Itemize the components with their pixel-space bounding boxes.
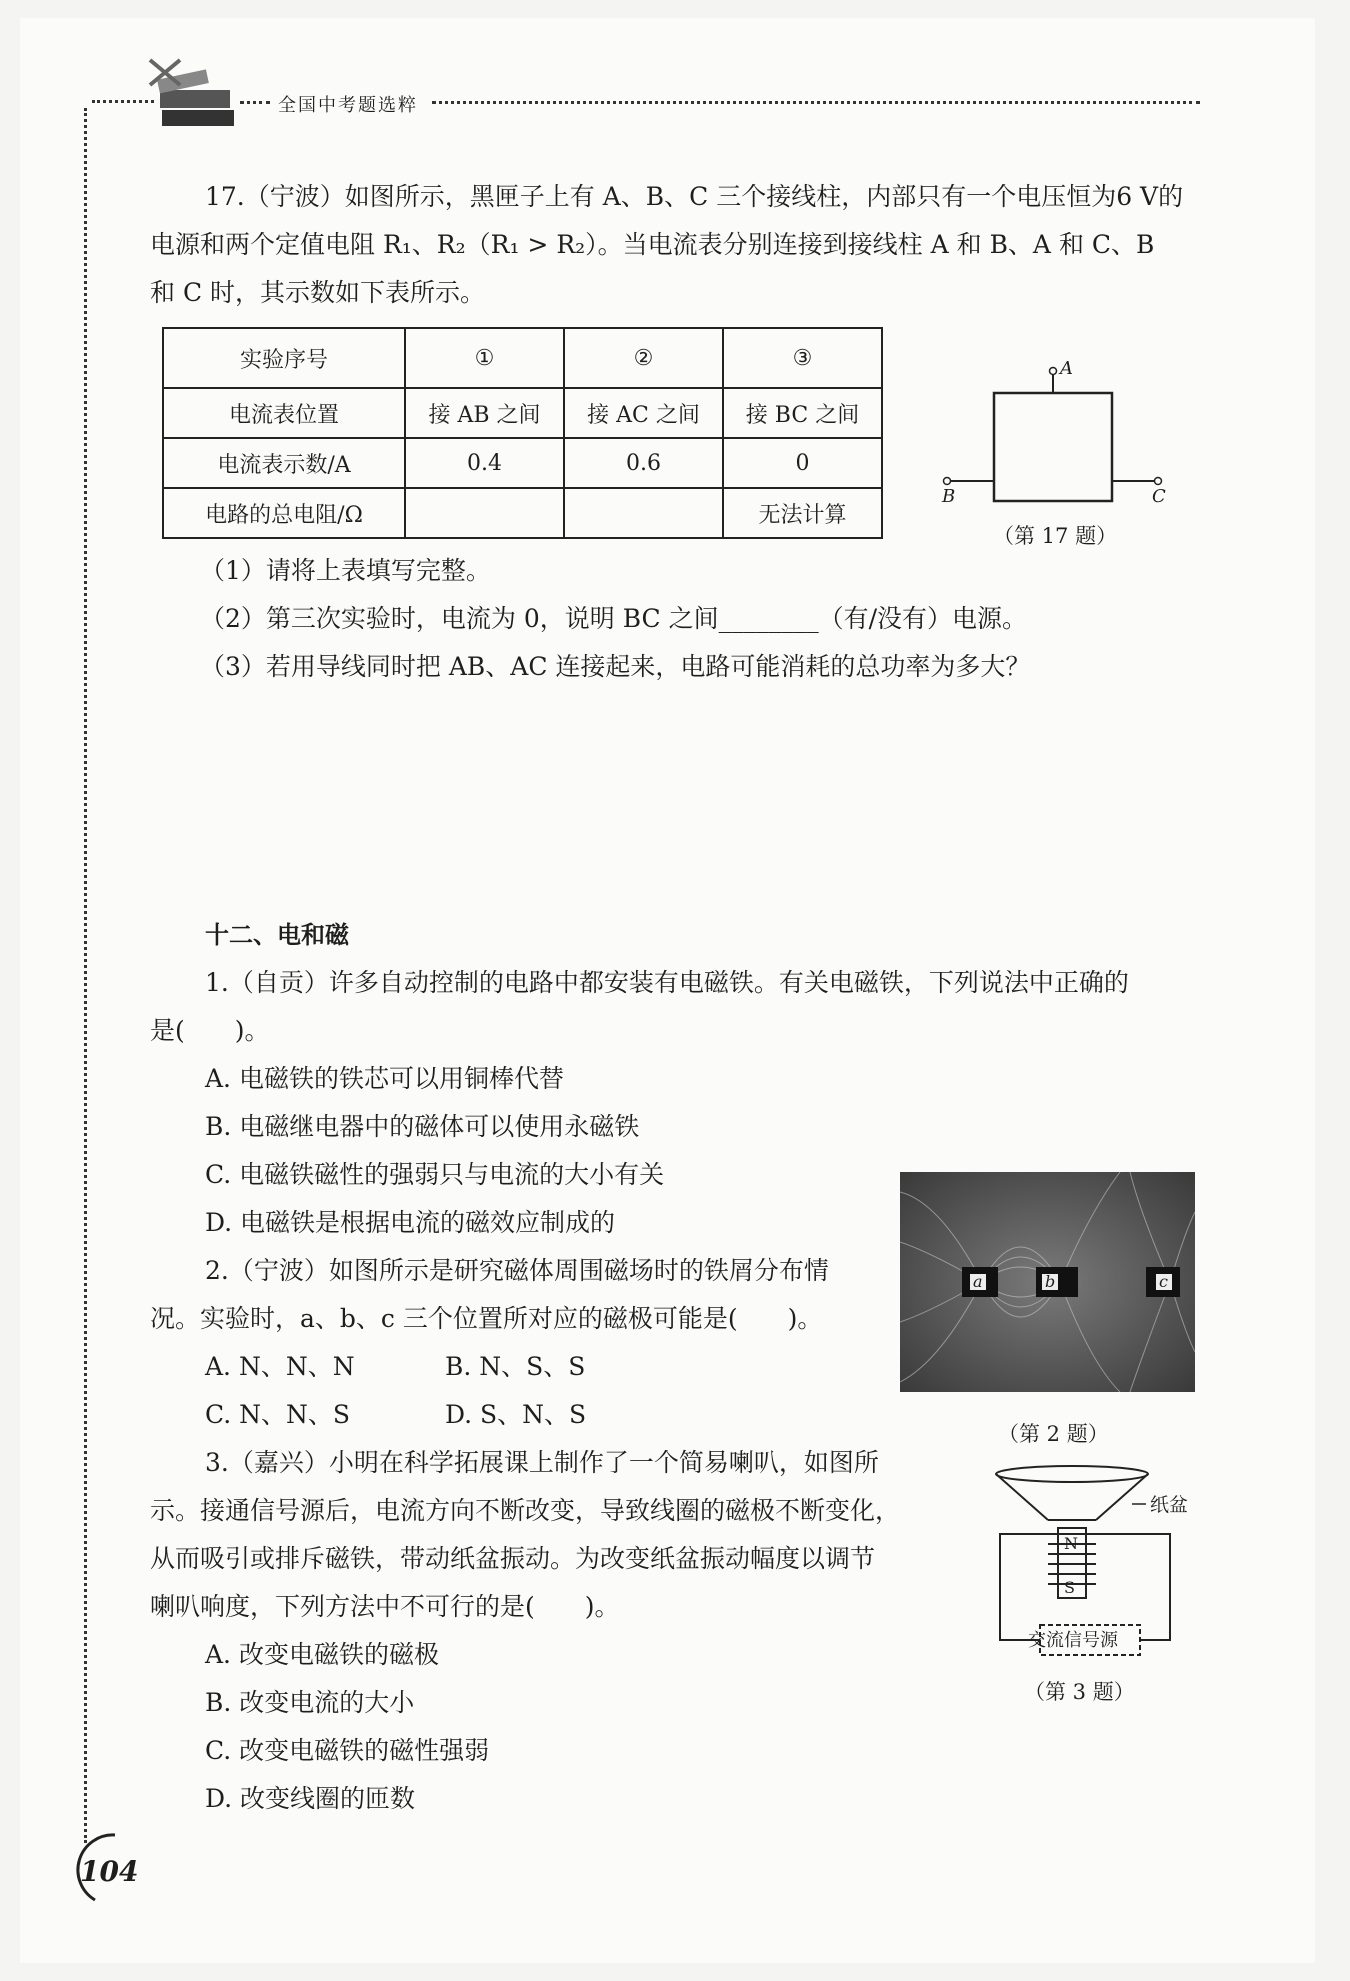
header-rule-mid (240, 101, 270, 104)
q2-caption: （第 2 题） (998, 1422, 1109, 1446)
table-row (163, 488, 882, 538)
q17-label-a: A (1060, 358, 1073, 379)
q3-line2: 示。接通信号源后，电流方向不断改变，导致线圈的磁极不断变化， (150, 1496, 901, 1525)
q2-option-d: D. S、N、S (445, 1400, 587, 1429)
q17-table (162, 327, 883, 539)
table-row (163, 438, 882, 488)
table-cell (564, 488, 723, 538)
table-cell: 接 AC 之间 (564, 388, 723, 438)
table-row (163, 328, 882, 388)
table-cell: 0.6 (564, 438, 723, 488)
q17-line1: 17.（宁波）如图所示，黑匣子上有 A、B、C 三个接线柱，内部只有一个电压恒为6 V的 (205, 182, 1184, 211)
q3-label-s: S (1064, 1578, 1075, 1597)
table-cell: 电流表位置 (163, 388, 405, 438)
table-cell: ③ (723, 328, 882, 388)
q3-caption: （第 3 题） (1024, 1680, 1135, 1704)
q3-line4: 喇叭响度，下列方法中不可行的是( )。 (150, 1592, 620, 1621)
table-cell: 电路的总电阻/Ω (163, 488, 405, 538)
table-cell: ② (564, 328, 723, 388)
section-heading: 十二、电和磁 (205, 921, 349, 949)
q3-line3: 从而吸引或排斥磁铁，带动纸盆振动。为改变纸盆振动幅度以调节 (150, 1544, 876, 1573)
table-cell: 实验序号 (163, 328, 405, 388)
q17-line2: 电源和两个定值电阻 R₁、R₂（R₁ > R₂）。当电流表分别连接到接线柱 A 和 B、A 和 C、B (150, 230, 1155, 259)
q17-sub3: （3）若用导线同时把 AB、AC 连接起来，电路可能消耗的总功率为多大？ (200, 652, 1031, 681)
q1-line1: 1.（自贡）许多自动控制的电路中都安装有电磁铁。有关电磁铁，下列说法中正确的 (205, 968, 1129, 997)
q3-label-n: N (1064, 1534, 1078, 1553)
q17-sub2: （2）第三次实验时，电流为 0，说明 BC 之间________（有/没有）电源。 (200, 604, 1028, 633)
q2-label-c: c (1159, 1272, 1168, 1291)
q1-option-d: D. 电磁铁是根据电流的磁效应制成的 (205, 1208, 616, 1237)
table-row (163, 388, 882, 438)
q17-blackbox-figure (940, 355, 1180, 515)
q2-option-c: C. N、N、S (205, 1400, 351, 1429)
q1-line2: 是( )。 (150, 1016, 270, 1045)
page-number: 104 (80, 1855, 139, 1888)
table-cell (405, 488, 564, 538)
margin-rule (84, 108, 87, 1843)
q2-label-b: b (1045, 1272, 1056, 1291)
table-cell: 无法计算 (723, 488, 882, 538)
q17-caption: （第 17 题） (993, 524, 1118, 548)
table-cell: 0 (723, 438, 882, 488)
q2-line1: 2.（宁波）如图所示是研究磁体周围磁场时的铁屑分布情 (205, 1256, 829, 1285)
q3-option-c: C. 改变电磁铁的磁性强弱 (205, 1736, 490, 1765)
table-cell: 0.4 (405, 438, 564, 488)
table-cell: ① (405, 328, 564, 388)
q3-option-d: D. 改变线圈的匝数 (205, 1784, 416, 1813)
q3-label-source: 交流信号源 (1028, 1630, 1118, 1651)
header-rule-right (432, 101, 1200, 104)
q3-label-cone: 纸盆 (1150, 1494, 1189, 1516)
q3-option-a: A. 改变电磁铁的磁极 (205, 1640, 439, 1669)
q2-option-a: A. N、N、N (205, 1352, 355, 1381)
header-rule-left (92, 100, 154, 103)
q2-option-b: B. N、S、S (445, 1352, 586, 1381)
q2-label-a: a (973, 1272, 983, 1291)
header-logo (140, 55, 240, 140)
header-title: 全国中考题选粹 (278, 95, 418, 116)
table-cell: 接 BC 之间 (723, 388, 882, 438)
q17-label-b: B (942, 486, 956, 507)
q1-option-a: A. 电磁铁的铁芯可以用铜棒代替 (205, 1064, 564, 1093)
q17-sub1: （1）请将上表填写完整。 (200, 556, 491, 585)
table-cell: 接 AB 之间 (405, 388, 564, 438)
q17-label-c: C (1152, 486, 1166, 507)
table-cell: 电流表示数/A (163, 438, 405, 488)
q3-line1: 3.（嘉兴）小明在科学拓展课上制作了一个简易喇叭，如图所 (205, 1448, 879, 1477)
q2-line2: 况。实验时，a、b、c 三个位置所对应的磁极可能是( )。 (150, 1304, 823, 1333)
q1-option-c: C. 电磁铁磁性的强弱只与电流的大小有关 (205, 1160, 665, 1189)
q3-option-b: B. 改变电流的大小 (205, 1688, 415, 1717)
q1-option-b: B. 电磁继电器中的磁体可以使用永磁铁 (205, 1112, 640, 1141)
q17-line3: 和 C 时，其示数如下表所示。 (150, 278, 486, 307)
